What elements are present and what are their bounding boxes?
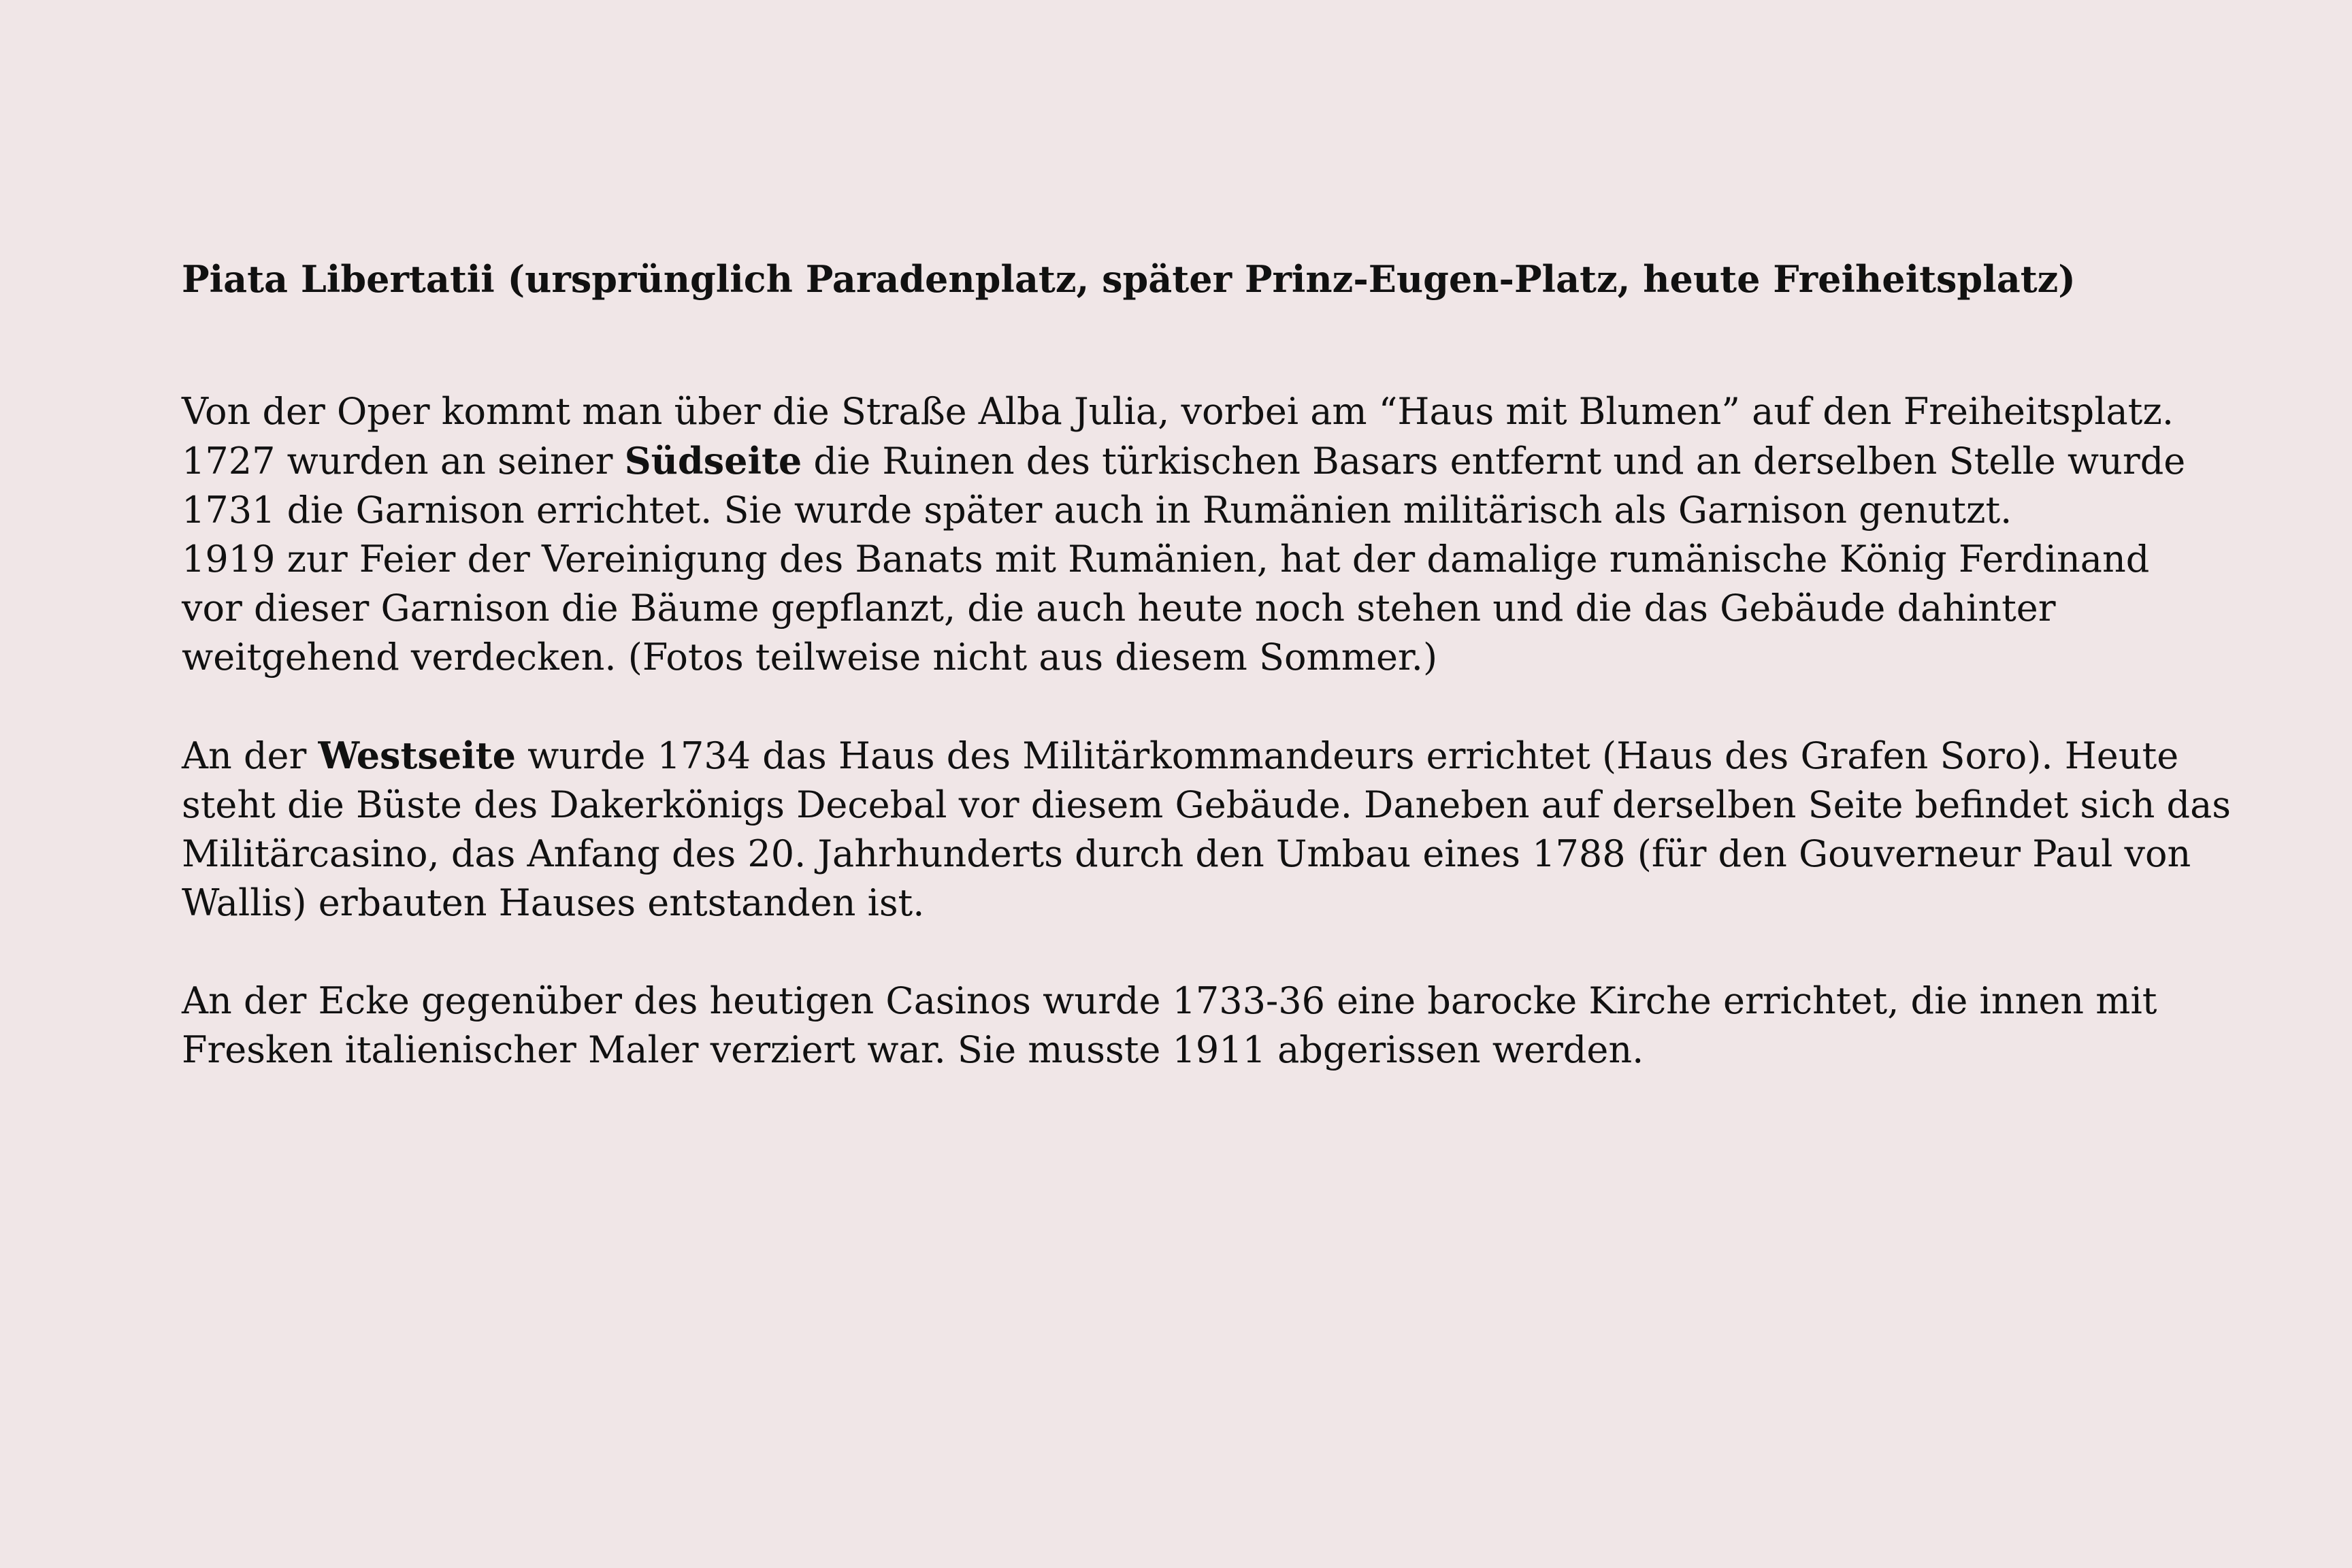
spacer (182, 928, 2264, 977)
text-line: Militärcasino, das Anfang des 20. Jahrhunderts durch den Umbau eines 1788 (für den Gouverneur Paul von (182, 832, 2191, 875)
text-span: An der (182, 734, 318, 777)
text-line: Wallis) erbauten Hauses entstanden ist. (182, 881, 925, 924)
spacer (182, 310, 2264, 387)
page-title: Piata Libertatii (ursprünglich Paradenplatz, später Prinz-Eugen-Platz, heute Freiheitsplatz) (182, 257, 2076, 301)
text-line: Von der Oper kommt man über die Straße Alba Julia, vorbei am “Haus mit Blumen” auf den Freiheitsplatz. (182, 390, 2174, 433)
text-line (182, 436, 2264, 486)
highlight-suedseite: Südseite (624, 439, 802, 483)
text-line: weitgehend verdecken. (Fotos teilweise nicht aus diesem Sommer.) (182, 636, 1438, 679)
paragraph-kirche (182, 977, 2264, 1075)
text-line (182, 731, 2264, 781)
text-line: Fresken italienischer Maler verziert war. Sie musste 1911 abgerissen werden. (182, 1028, 1644, 1071)
spacer (182, 682, 2264, 731)
text-line: 1731 die Garnison errichtet. Sie wurde später auch in Rumänien militärisch als Garnison genutzt. (182, 489, 2012, 532)
text-span: wurde 1734 das Haus des Militärkommandeurs errichtet (Haus des Grafen Soro). Heute (515, 734, 2179, 777)
text-span: die Ruinen des türkischen Basars entfernt und an derselben Stelle wurde (802, 440, 2186, 483)
text-line: steht die Büste des Dakerkönigs Decebal vor diesem Gebäude. Daneben auf derselben Seite befindet sich das (182, 783, 2232, 826)
document-content (182, 248, 2264, 1075)
paragraph-garnison (182, 387, 2264, 682)
text-span: 1727 wurden an seiner (182, 440, 625, 483)
text-line: vor dieser Garnison die Bäume gepflanzt, die auch heute noch stehen und die das Gebäude dahinter (182, 587, 2056, 630)
text-line: 1919 zur Feier der Vereinigung des Banats mit Rumänien, hat der damalige rumänische König Ferdinand (182, 538, 2150, 581)
highlight-westseite: Westseite (318, 734, 516, 777)
text-line: An der Ecke gegenüber des heutigen Casinos wurde 1733-36 eine barocke Kirche errichtet, die innen mit (182, 979, 2157, 1022)
paragraph-westseite (182, 731, 2264, 928)
